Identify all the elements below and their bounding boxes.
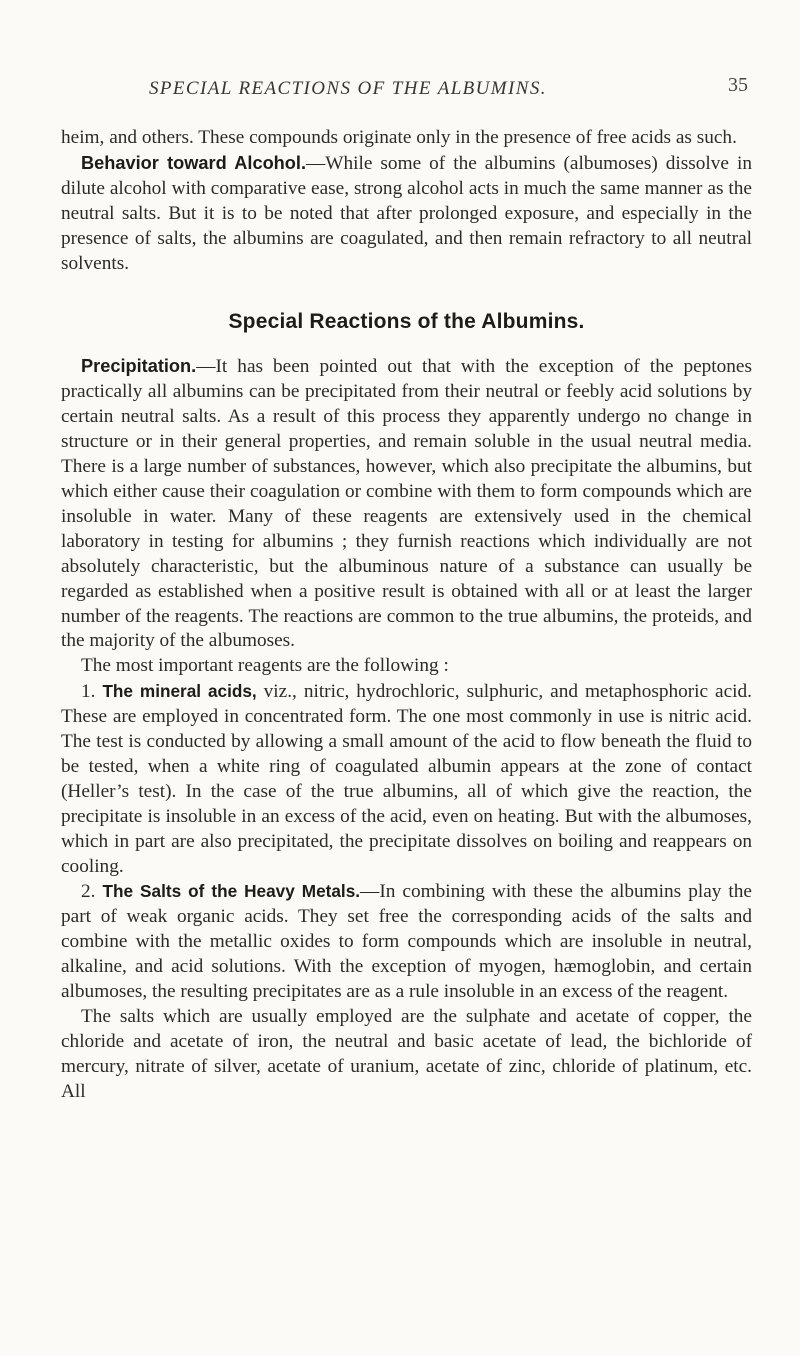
item-1-text: viz., nitric, hydrochloric, sulphuric, and metaphosphoric acid. These are employed in concentrated form. The one most commonly in use is nitric acid. The test is conducted by allowing a small amount of the acid to flow beneath the fluid to be tested, when a white ring of coagulated albumin appears at the zone of contact (Heller’s test). In the case of the true albumins, all of which give the reaction, the precipitate is insoluble in an excess of the acid, even on heating. But with the albumoses, which in part are also precipitated, the precipitate dissolves on boiling and reappears on cooling. <box>61 681 752 877</box>
precipitation-paragraph <box>61 354 752 654</box>
reagents-intro: The most important reagents are the following : <box>81 655 449 677</box>
item-2-text: —In combining with these the albumins play the part of weak organic acids. They set free the corresponding acids of the salts and combine with the metallic oxides to form compounds which are insoluble in neutral, alkaline, and acid solutions. With the exception of myogen, hæmoglobin, and certain albumoses, the resulting precipitates are as a rule insoluble in an excess of the reagent. <box>61 881 752 1003</box>
item-1-paragraph <box>61 679 752 879</box>
page-number: 35 <box>728 74 748 96</box>
running-head <box>61 70 752 110</box>
alcohol-text: —While some of the albumins (albumoses) dissolve in dilute alcohol with comparative ease, strong alcohol acts in much the same manner as the neutral salts. But it is to be noted that after prolonged exposure, and especially in the presence of salts, the albumins are coagulated, and then remain refractory to all neutral solvents. <box>61 152 752 274</box>
item-1-lead: The mineral acids, <box>102 681 257 702</box>
salts-paragraph: The salts which are usually employed are the sulphate and acetate of copper, the chloride and acetate of iron, the neutral and basic acetate of lead, the bichloride of mercury, nitrate of silver, acetate of uranium, acetate of zinc, chloride of platinum, etc. All <box>61 1006 752 1102</box>
item-2-number: 2. <box>81 881 96 903</box>
precipitation-lead: Precipitation. <box>81 356 197 377</box>
item-2-lead: The Salts of the Heavy Metals. <box>102 881 361 902</box>
alcohol-paragraph <box>61 151 752 277</box>
precipitation-text: —It has been pointed out that with the exception of the peptones practically all albumins can be precipitated from their neutral or feebly acid solutions by certain neutral salts. As a result of this process they apparently undergo no change in structure or in their general properties, and remain soluble in the usual neutral media. There is a large number of substances, however, which also precipitate the albumins, but which either cause their coagulation or combine with them to form compounds which are insoluble in water. Many of these reagents are extensively used in the chemical laboratory in testing for albumins ; they furnish reactions which individually are not absolutely characteristic, but the albuminous nature of a substance can usually be regarded as established when a positive result is obtained with all or at least the larger number of the reagents. The reactions are common to the true albumins, the proteids, and the majority of the albumoses. <box>61 356 752 652</box>
continuation-paragraph: heim, and others. These compounds originate only in the presence of free acids as such. <box>61 127 737 148</box>
section-heading: Special Reactions of the Albumins. <box>228 310 585 334</box>
alcohol-lead: Behavior toward Alcohol. <box>81 152 307 173</box>
running-title: SPECIAL REACTIONS OF THE ALBUMINS. <box>149 78 547 99</box>
item-1-number: 1. <box>81 681 96 703</box>
item-2-paragraph <box>61 879 752 1005</box>
